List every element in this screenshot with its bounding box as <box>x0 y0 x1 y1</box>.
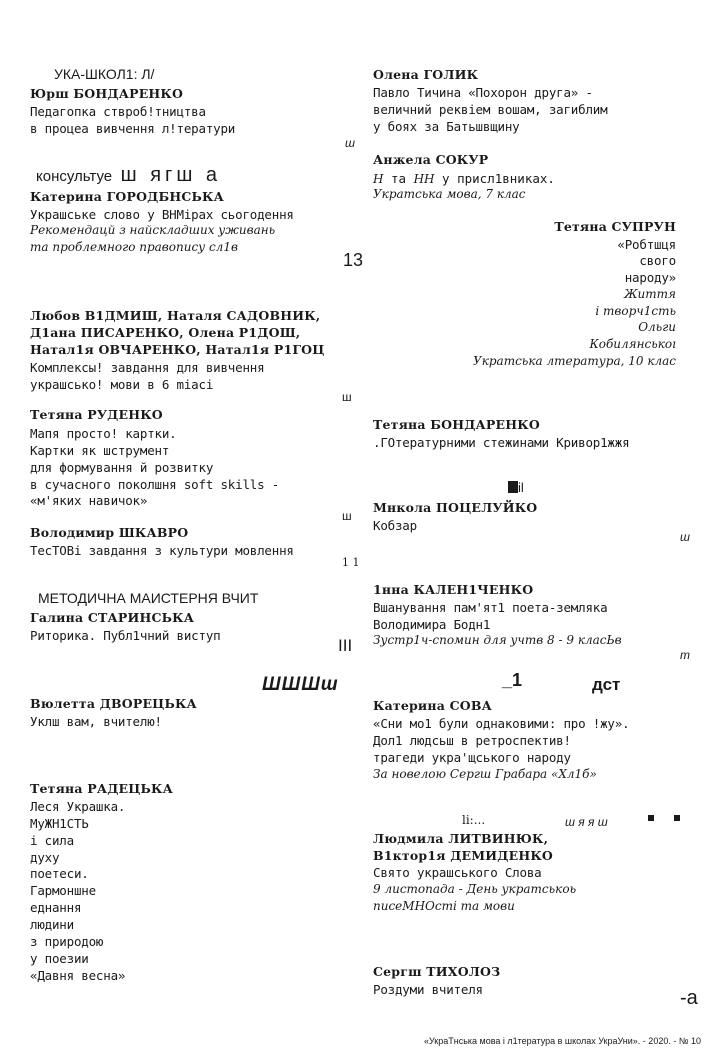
section-heading-part: консультуе <box>36 168 113 185</box>
margin-mark: ш <box>342 509 352 523</box>
author-name: Натал1я ОВЧАРЕНКО, Натал1я Р1ГОЦ <box>30 342 325 357</box>
section-heading-method: МЕТОДИЧНА МАИСТЕРНЯ ВЧИТ <box>38 590 259 606</box>
article-title: духу <box>30 850 60 865</box>
article-title: з природою <box>30 934 104 949</box>
article-subtitle: Кобилянськоı <box>589 337 676 351</box>
section-heading-decor: ШШШш <box>262 674 339 695</box>
article-title: «Давня весна» <box>30 968 126 983</box>
author-name: Людмила ЛИТВИНЮК, <box>373 831 549 846</box>
article-subtitle: та проблемного правопису сл1в <box>30 240 238 254</box>
author-name: В1ктор1я ДЕМИДЕНКО <box>373 848 553 863</box>
article-title: Вшанування пам'ят1 поета-земляка <box>373 600 608 615</box>
article-title: «Робтшця <box>617 237 676 252</box>
article-title: у поезии <box>30 951 89 966</box>
margin-mark: ш <box>680 530 690 544</box>
title-part: та <box>383 171 414 186</box>
article-title: Уклш вам, вчителю! <box>30 714 162 729</box>
article-title: «Сни мо1 були однаковими: про !жу». <box>373 716 630 731</box>
article-title: еднання <box>30 900 82 915</box>
corner-mark: -а <box>680 987 698 1009</box>
author-name: Олена ГОЛИК <box>373 67 479 82</box>
article-subtitle: Укратська лтература, 10 клас <box>473 354 676 368</box>
margin-mark: т <box>680 648 690 662</box>
article-subtitle: Зустр1ч-спомин для учтв 8 - 9 класЬв <box>373 633 622 647</box>
title-part: у присл1вниках. <box>434 171 555 186</box>
article-subtitle: писеМНОсті та мови <box>373 899 515 913</box>
article-title: «м'яких навичок» <box>30 493 148 508</box>
margin-mark: ш я я ш <box>565 815 608 829</box>
section-heading-consult <box>36 164 221 187</box>
article-subtitle: і творч1сть <box>595 304 676 318</box>
author-name: Тетяна РУДЕНКО <box>30 407 163 422</box>
article-title: Украшське слово у ВНМірах сьогодення <box>30 207 294 222</box>
author-name: Володимир ШКАВРО <box>30 525 189 540</box>
article-title: Мапя просто! картки. <box>30 426 177 441</box>
section-heading-part: ш ягш а <box>120 164 222 186</box>
section-heading-part: _1 <box>502 670 523 690</box>
author-name: 1нна КАЛЕН1ЧЕНКО <box>373 582 534 597</box>
author-name: Тетяна СУПРУН <box>554 219 676 234</box>
square-icon <box>508 481 518 493</box>
article-title: в процеа вивчення л!тератури <box>30 121 236 136</box>
article-title: у боях за Батьшвщину <box>373 119 520 134</box>
author-name: Катерина СОВА <box>373 698 492 713</box>
author-name: Тетяна БОНДАРЕНКО <box>373 417 540 432</box>
article-title: Павло Тичина «Похорон друга» - <box>373 85 593 100</box>
margin-mark: ш <box>342 390 352 404</box>
page-footer: «УкраТнська мова і л1тература в школах УкраУни». - 2020. - № 10 <box>423 1036 701 1046</box>
author-name: Тетяна РАДЕЦЬКА <box>30 781 174 796</box>
author-name: Галина СТАРИНСЬКА <box>30 610 195 625</box>
article-subtitle: Життя <box>624 287 676 301</box>
margin-mark: ш <box>345 136 355 150</box>
section-heading-school: УКА-ШКОЛ1: Л/ <box>54 66 155 82</box>
author-name: Д1ана ПИСАРЕНКО, Олена Р1ДОШ, <box>30 325 301 340</box>
article-title: Володимира Бодн1 <box>373 617 491 632</box>
article-title: Дол1 людсьш в ретроспектив! <box>373 733 571 748</box>
article-title: Картки як шструмент <box>30 443 170 458</box>
article-title: Комплексы! завдання для вивчення <box>30 360 265 375</box>
article-title: в сучасного поколшня soft skills - <box>30 477 280 492</box>
article-title: Гармоншне <box>30 883 96 898</box>
article-title: людини <box>30 917 74 932</box>
author-name: Сергш ТИХОЛОЗ <box>373 964 501 979</box>
square-icon <box>674 815 680 821</box>
article-title: Леся Украшка. <box>30 799 126 814</box>
article-title: МуЖН1СТЬ <box>30 816 89 831</box>
article-title: величний реквіем вошам, загиблим <box>373 102 608 117</box>
article-title: Педагопка ствроб!тництва <box>30 104 206 119</box>
author-name: Юрш БОНДАРЕНКО <box>30 86 184 101</box>
section-badge <box>508 480 524 495</box>
article-title: Риторика. Публ1чний виступ <box>30 628 221 643</box>
article-title: і сила <box>30 833 74 848</box>
article-title: трагеди укра'щського народу <box>373 750 571 765</box>
article-subtitle: 9 листопада - День укратськоь <box>373 882 577 896</box>
square-icon <box>648 815 654 821</box>
article-subtitle: Рекомендацй з найскладших уживань <box>30 223 276 237</box>
page-number: 13 <box>343 250 364 270</box>
article-title: народу» <box>624 270 676 285</box>
article-title: ТесТОВі завдання з культури мовлення <box>30 543 294 558</box>
article-title: украшсько! мови в 6 miaci <box>30 377 214 392</box>
author-name: Катерина ГОРОДБНСЬКА <box>30 189 225 204</box>
article-title: Кобзар <box>373 518 417 533</box>
author-name: Вюлетта ДВОРЕЦЬКА <box>30 696 197 711</box>
article-title: Роздуми вчителя <box>373 982 483 997</box>
article-title: .ГОтературними стежинами Кривор1жжя <box>373 435 630 450</box>
article-subtitle: Ольги <box>638 320 676 334</box>
title-part: Н <box>373 172 384 186</box>
article-title: для формування й розвитку <box>30 460 214 475</box>
author-name: Анжела СОКУР <box>373 152 489 167</box>
article-title: поетеси. <box>30 866 89 881</box>
article-subtitle: Укратська мова, 7 клас <box>373 187 526 201</box>
title-part: НН <box>413 172 435 186</box>
author-name: Мнкола ПОЦЕЛУЙКО <box>373 500 538 515</box>
article-title: свого <box>639 253 676 268</box>
article-subtitle: За новелою Сергш Грабара «Хл1б» <box>373 767 597 781</box>
section-heading-part: дст <box>592 675 621 694</box>
badge-label: il <box>518 480 524 495</box>
margin-mark: li:... <box>462 813 486 827</box>
author-name: Любов В1ДМИШ, Наталя САДОВНИК, <box>30 308 321 323</box>
article-title: Свято украшського Слова <box>373 865 542 880</box>
page-number-small: 1 1 <box>342 556 360 569</box>
section-mark: III <box>338 636 353 655</box>
